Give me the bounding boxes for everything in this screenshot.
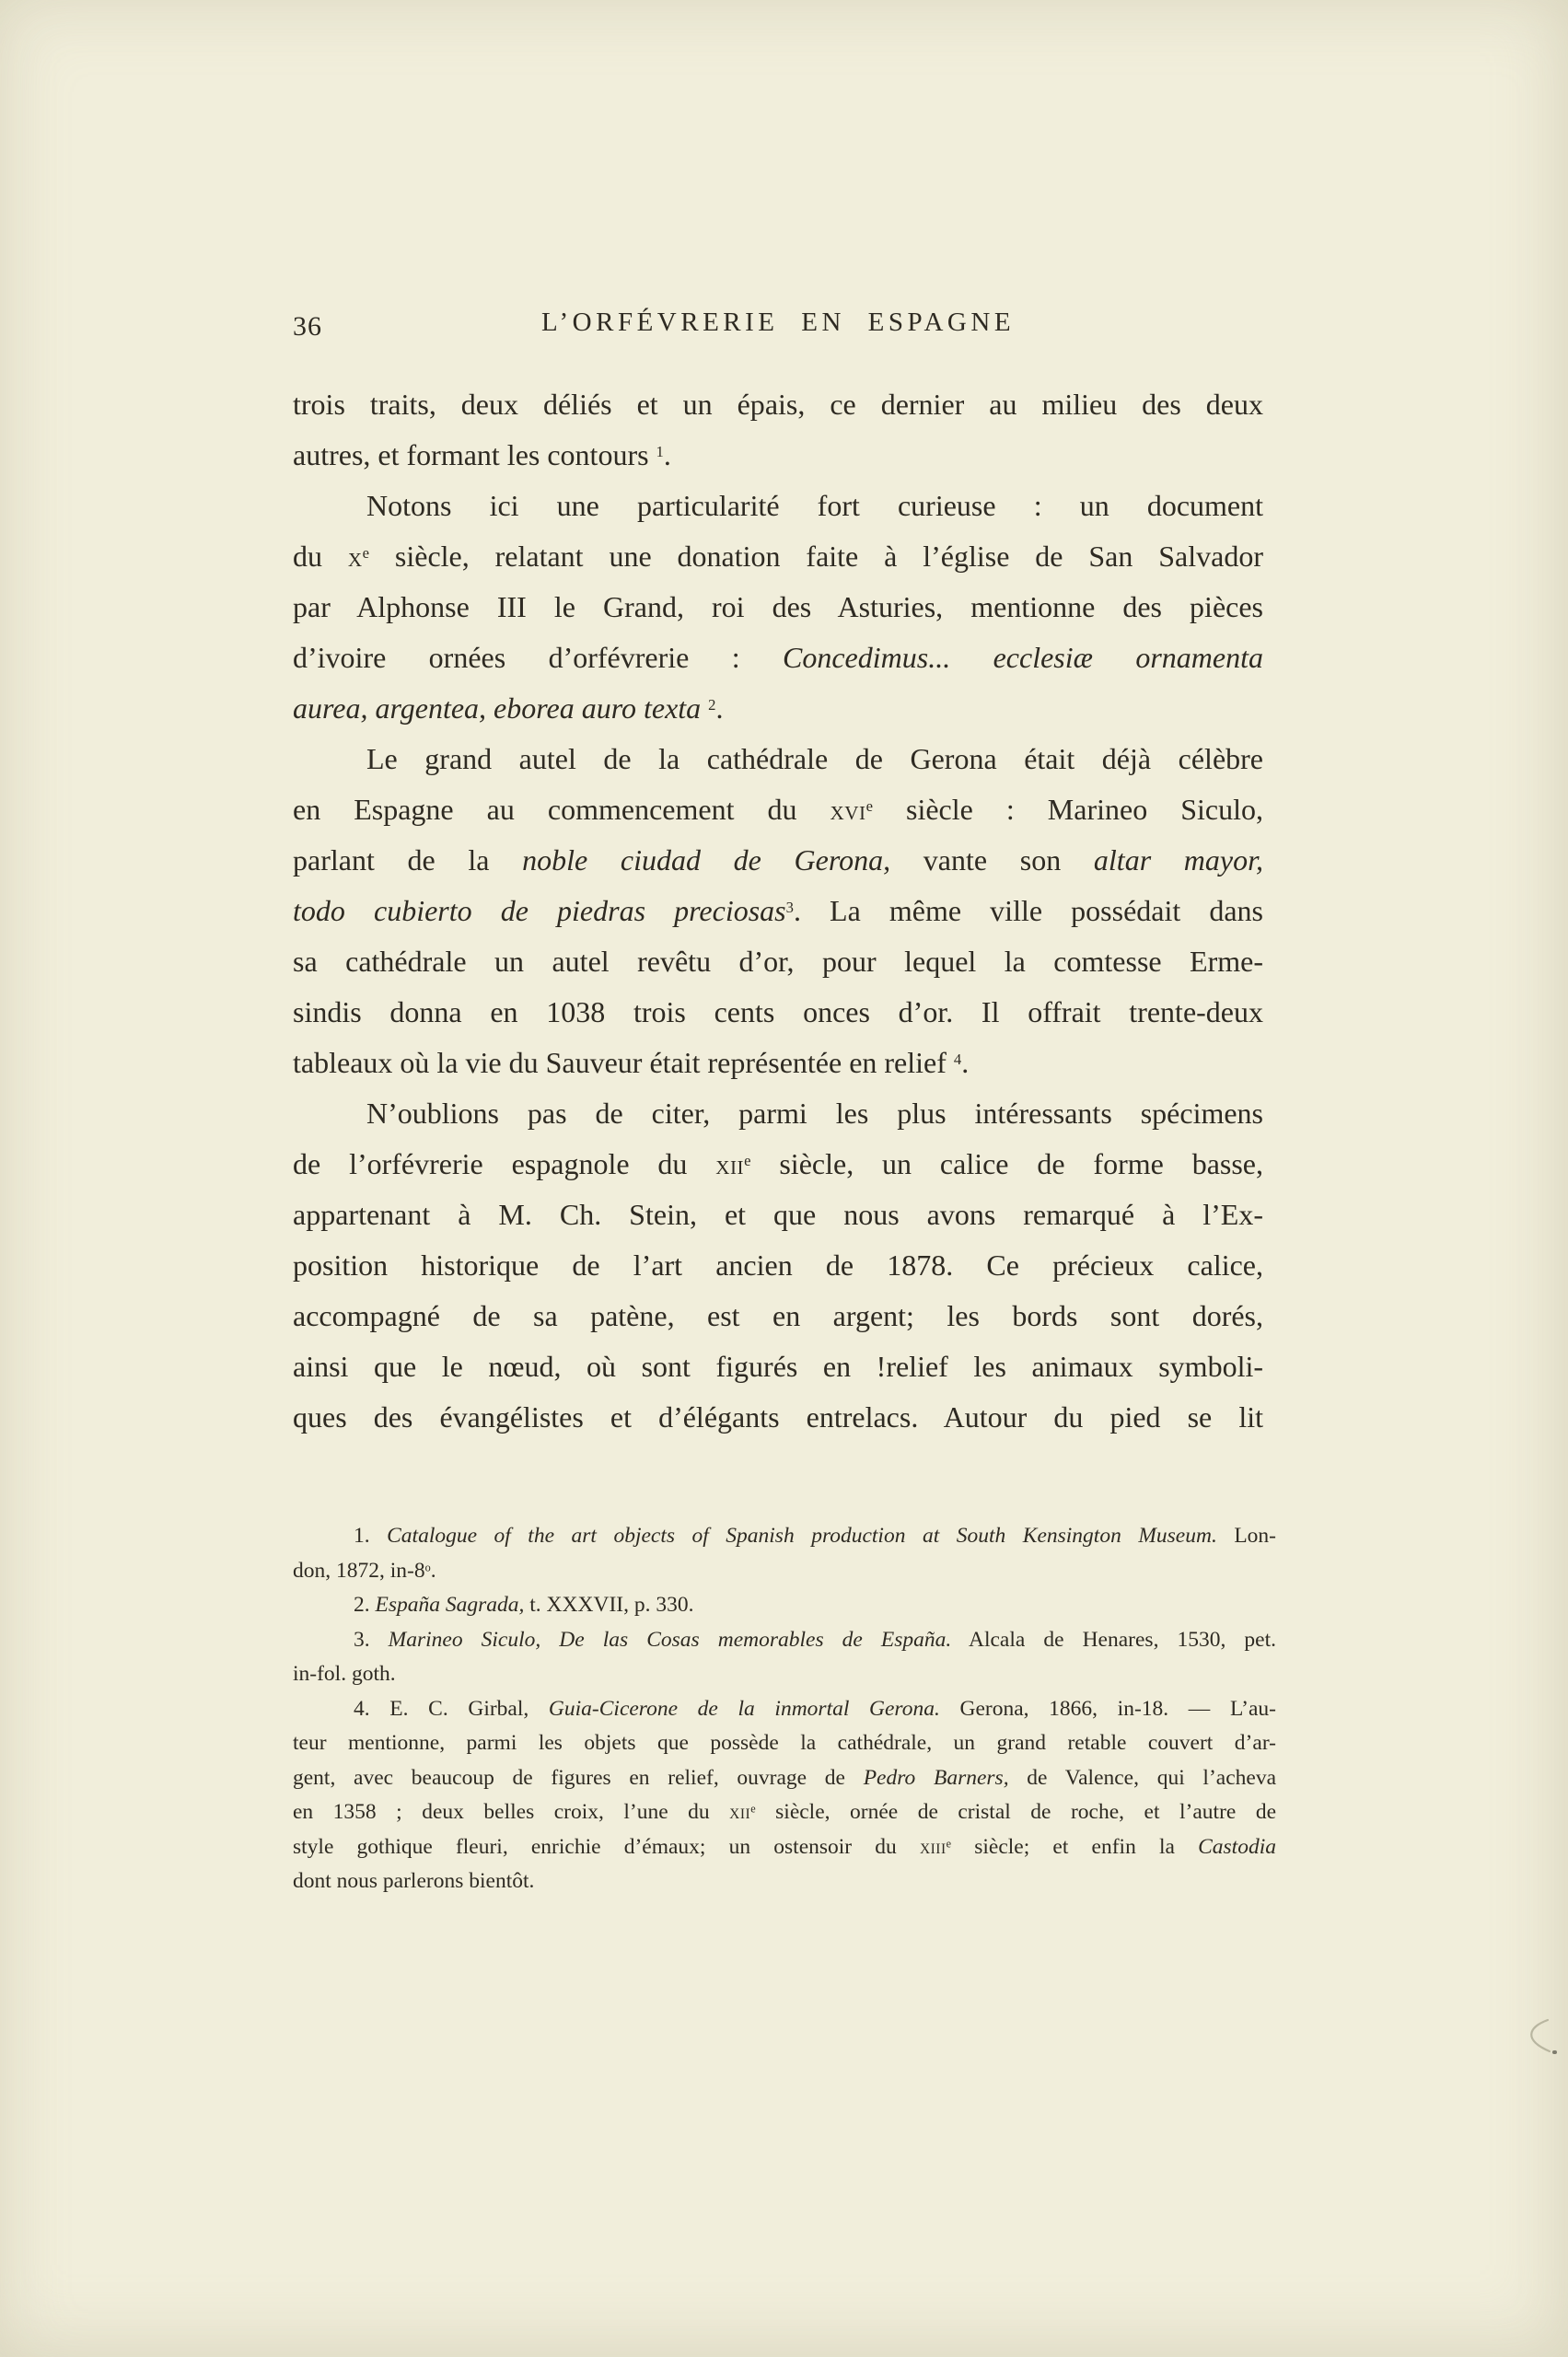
text-segment: ainsi que le nœud, où sont figurés en !relief les animaux symboli- (293, 1350, 1263, 1383)
text-segment: siècle : Marineo Siculo, (872, 793, 1264, 826)
footnote-reference: 4 (953, 1050, 962, 1068)
text-segment: Notons ici une particularité fort curieuse : un document (366, 489, 1263, 522)
footnote-reference: e (750, 1802, 756, 1816)
text-segment: tableaux où la vie du Sauveur était représentée en relief (293, 1046, 954, 1079)
text-line (293, 1657, 1276, 1692)
text-segment: Gerona, 1866, in-18. — L’au- (939, 1696, 1276, 1721)
text-line (293, 1761, 1276, 1796)
paragraph (293, 379, 1263, 481)
text-segment: vante son (890, 843, 1094, 877)
ink-speck (1552, 2050, 1557, 2054)
footnote-reference: 2 (708, 695, 716, 714)
text-line (293, 1240, 1263, 1291)
text-segment: 1. (354, 1524, 388, 1548)
text-segment: par Alphonse III le Grand, roi des Asturies, mentionne des pièces (293, 590, 1263, 623)
text-line (293, 1795, 1276, 1830)
running-title: L’ORFÉVRERIE EN ESPAGNE (540, 308, 1016, 337)
text-line (293, 835, 1263, 886)
text-segment: don, 1872, in-8 (293, 1558, 425, 1583)
text-line (293, 987, 1263, 1038)
text-segment: de Valence, qui l’acheva (1008, 1765, 1277, 1790)
text-line (293, 1864, 1276, 1899)
text-segment: . (430, 1558, 436, 1583)
paragraph (293, 1088, 1263, 1443)
text-segment: autres, et formant les contours (293, 438, 656, 471)
text-line (293, 1190, 1263, 1240)
text-line (293, 936, 1263, 987)
text-segment: Marineo Siculo, De las Cosas memorables de España. (388, 1627, 952, 1652)
text-segment: style gothique fleuri, enrichie d’émaux; un ostensoir du (293, 1834, 920, 1859)
text-line (293, 1392, 1263, 1443)
text-line (293, 886, 1263, 936)
text-line (293, 1341, 1263, 1392)
text-segment: siècle, relatant une donation faite à l’église de San Salvador (369, 540, 1264, 573)
text-line (293, 1038, 1263, 1088)
text-segment: sa cathédrale un autel revêtu d’or, pour lequel la comtesse Erme- (293, 945, 1263, 978)
text-segment: X (347, 549, 363, 571)
text-segment: en Espagne au commencement du (293, 793, 830, 826)
footnote-reference: 3 (785, 898, 794, 916)
text-segment: XII (715, 1156, 745, 1178)
paragraph (293, 734, 1263, 1088)
footnote-reference: e (865, 796, 873, 815)
text-segment: teur mentionne, parmi les objets que possède la cathédrale, un grand retable couvert d’ar- (293, 1731, 1276, 1755)
text-segment: Castodia (1198, 1834, 1276, 1859)
text-segment: en 1358 ; deux belles croix, l’une du (293, 1800, 730, 1824)
text-line (293, 1692, 1276, 1727)
text-segment: . (715, 691, 724, 725)
text-segment: 4. E. C. Girbal, (354, 1696, 549, 1721)
pencil-mark (1515, 2014, 1562, 2062)
body-text (293, 379, 1263, 1443)
text-segment: gent, avec beaucoup de figures en relief, ouvrage de (293, 1765, 864, 1790)
text-segment: dont nous parlerons bientôt. (293, 1869, 535, 1893)
text-segment: trois traits, deux déliés et un épais, ce dernier au milieu des deux (293, 388, 1263, 421)
text-line (293, 379, 1263, 430)
text-segment: in-fol. goth. (293, 1662, 396, 1686)
footnote (293, 1519, 1276, 1588)
text-segment: . (663, 438, 671, 471)
footnote-reference: e (744, 1151, 751, 1169)
text-segment: . (961, 1046, 970, 1079)
text-line (293, 1588, 1276, 1623)
text-segment: todo cubierto de piedras preciosas (293, 894, 786, 927)
text-segment: N’oublions pas de citer, parmi les plus intéressants spécimens (366, 1097, 1263, 1130)
text-line (293, 734, 1263, 784)
text-segment: XII (729, 1806, 751, 1822)
footnote-reference: e (946, 1836, 952, 1850)
text-line (293, 531, 1263, 582)
text-segment: XVI (830, 802, 866, 824)
text-line (293, 1554, 1276, 1589)
text-segment: t. XXXVII, p. 330. (524, 1593, 694, 1617)
text-segment: position historique de l’art ancien de 1878. Ce précieux calice, (293, 1248, 1263, 1282)
footnote (293, 1623, 1276, 1692)
text-segment: Pedro Barners, (863, 1765, 1009, 1790)
footnote-reference: o (424, 1560, 431, 1573)
text-segment: d’ivoire ornées d’orfévrerie : (293, 641, 783, 674)
text-line (293, 1088, 1263, 1139)
text-segment: 3. (354, 1627, 389, 1652)
text-line (293, 1139, 1263, 1190)
footnote-reference: e (362, 543, 370, 562)
paragraph (293, 481, 1263, 734)
text-line (293, 1623, 1276, 1658)
text-segment: de l’orfévrerie espagnole du (293, 1147, 716, 1180)
text-segment: noble ciudad de Gerona, (522, 843, 891, 877)
footnotes (293, 1519, 1276, 1899)
text-line (293, 582, 1263, 633)
text-line (293, 784, 1263, 835)
text-segment: siècle, un calice de forme basse, (750, 1147, 1264, 1180)
text-line (293, 1830, 1276, 1865)
text-line (293, 481, 1263, 531)
text-segment: siècle; et enfin la (951, 1834, 1199, 1859)
text-segment: Lon- (1216, 1524, 1277, 1548)
text-segment: accompagné de sa patène, est en argent; les bords sont dorés, (293, 1299, 1263, 1332)
page-header (293, 308, 1263, 346)
text-segment: du (293, 540, 348, 573)
text-segment: parlant de la (293, 843, 523, 877)
text-segment: . La même ville possédait dans (793, 894, 1264, 927)
text-line (293, 1519, 1276, 1554)
footnote (293, 1588, 1276, 1623)
text-line (293, 1726, 1276, 1761)
text-segment: aurea, argentea, eborea auro texta (293, 691, 709, 725)
text-line (293, 683, 1263, 734)
text-line (293, 633, 1263, 683)
text-segment: Le grand autel de la cathédrale de Gerona était déjà célèbre (366, 742, 1263, 775)
text-segment: XIII (919, 1840, 947, 1857)
text-line (293, 430, 1263, 481)
text-segment: sindis donna en 1038 trois cents onces d’or. Il offrait trente-deux (293, 995, 1263, 1028)
text-segment: altar mayor, (1093, 843, 1264, 877)
text-line (293, 1291, 1263, 1341)
text-segment: Alcala de Henares, 1530, pet. (951, 1627, 1276, 1652)
text-segment: España Sagrada, (375, 1593, 525, 1617)
text-segment: 2. (354, 1593, 376, 1617)
text-segment: siècle, ornée de cristal de roche, et l’autre de (755, 1800, 1277, 1824)
text-segment: Concedimus... ecclesiæ ornamenta (783, 641, 1264, 674)
footnote-reference: 1 (656, 442, 664, 460)
page-number: 36 (293, 311, 322, 342)
footnote (293, 1692, 1276, 1899)
text-segment: appartenant à M. Ch. Stein, et que nous avons remarqué à l’Ex- (293, 1198, 1263, 1231)
text-segment: Catalogue of the art objects of Spanish production at South Kensington Museum. (387, 1524, 1217, 1548)
text-segment: ques des évangélistes et d’élégants entrelacs. Autour du pied se lit (293, 1400, 1263, 1434)
text-segment: Guia-Cicerone de la inmortal Gerona. (548, 1696, 940, 1721)
